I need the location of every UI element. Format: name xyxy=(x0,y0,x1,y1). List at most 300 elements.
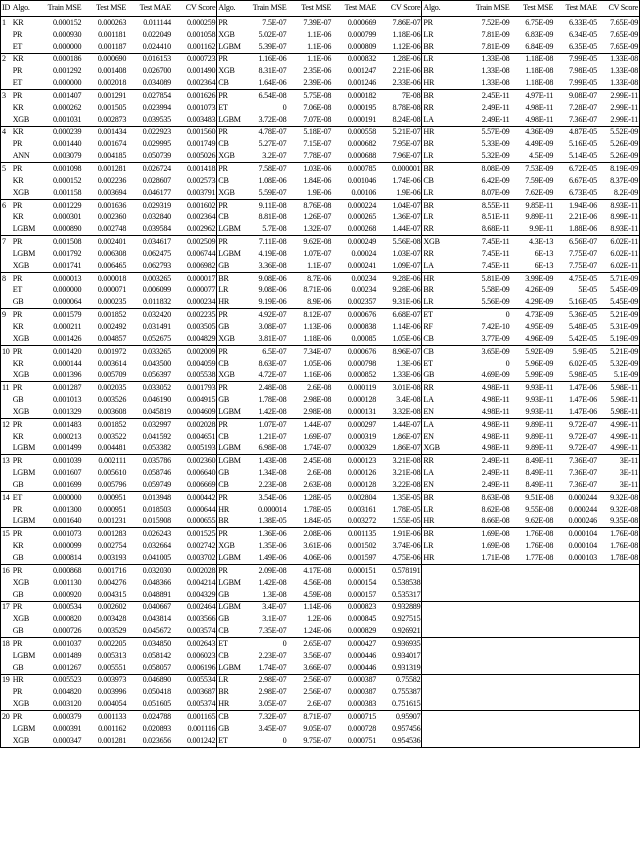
table-body xyxy=(1,1,640,748)
table-cell: PR xyxy=(217,382,246,394)
table-cell: GB xyxy=(12,589,41,601)
table-cell: GB xyxy=(217,321,246,333)
id-cell xyxy=(1,114,12,126)
table-cell: 0.001396 xyxy=(41,369,82,381)
table-row xyxy=(1,674,640,686)
table-row xyxy=(1,589,640,601)
table-row xyxy=(1,735,640,747)
table-cell: PR xyxy=(217,491,246,503)
table-cell: 6.67E-05 xyxy=(568,175,597,185)
table-cell: PR xyxy=(12,29,23,39)
table-cell: 1.1E-06 xyxy=(287,53,332,65)
table-cell: BR xyxy=(422,41,451,53)
table-cell: 7.06E-08 xyxy=(303,102,332,112)
table-cell: 0.000951 xyxy=(82,491,127,503)
table-cell: 0.005313 xyxy=(97,650,127,660)
table-cell: 0.00085 xyxy=(332,333,377,345)
table-cell: 0.046190 xyxy=(142,395,171,405)
table-cell: 0.035786 xyxy=(127,455,172,467)
id-cell: 3 xyxy=(1,90,12,102)
header-row xyxy=(1,1,640,17)
table-cell xyxy=(554,613,598,625)
table-cell: 7.96E-07 xyxy=(377,150,422,162)
table-cell: 0.535317 xyxy=(377,589,422,601)
table-cell: 0.050418 xyxy=(142,687,171,697)
table-cell: 5.42E-05 xyxy=(554,333,598,345)
table-cell: 0.000669 xyxy=(332,17,377,29)
table-cell: 6.02E-05 xyxy=(568,358,597,368)
table-cell: 0.022049 xyxy=(142,29,171,39)
id-cell xyxy=(1,686,12,698)
table-cell: 2.56E-07 xyxy=(303,687,332,697)
table-cell: 4.19E-08 xyxy=(258,248,287,258)
table-cell: 5.96E-09 xyxy=(525,358,554,368)
table-cell: 7.45E-11 xyxy=(451,260,510,272)
table-cell: 0.000446 xyxy=(332,662,377,674)
table-cell: RR xyxy=(422,102,451,114)
table-cell: 9.89E-11 xyxy=(525,212,554,222)
table-cell: LR xyxy=(422,150,451,162)
table-cell: 5.52E-09 xyxy=(598,126,640,138)
table-cell xyxy=(451,735,510,747)
table-cell xyxy=(510,601,554,613)
table-cell xyxy=(598,601,640,613)
table-cell: 0.006744 xyxy=(186,248,216,258)
id-cell xyxy=(1,358,12,370)
table-cell: 6.02E-11 xyxy=(598,236,640,248)
table-cell: 5.98E-05 xyxy=(554,369,598,381)
table-cell: 4.78E-07 xyxy=(246,126,287,138)
table-cell: XGB xyxy=(12,735,41,747)
table-cell: 0.000832 xyxy=(332,53,377,65)
id-cell xyxy=(1,443,12,455)
table-cell: PR xyxy=(12,272,41,284)
table-cell: ET xyxy=(12,77,41,89)
table-cell: 5.39E-07 xyxy=(246,41,287,53)
table-cell: 7.78E-07 xyxy=(287,150,332,162)
table-cell xyxy=(451,650,510,662)
table-cell: HR xyxy=(217,698,246,710)
table-cell: 9.28E-06 xyxy=(377,272,422,284)
table-cell: 9.55E-08 xyxy=(525,504,554,514)
table-cell: 5.26E-09 xyxy=(598,150,640,162)
table-cell: 0.000329 xyxy=(332,443,377,455)
table-cell: 8.99E-11 xyxy=(598,212,640,224)
table-cell: 2.6E-08 xyxy=(287,382,332,394)
table-cell: 8.49E-11 xyxy=(525,468,554,478)
table-row xyxy=(1,577,640,589)
table-cell: 1.84E-05 xyxy=(287,516,332,528)
table-cell: 1.28E-05 xyxy=(287,491,332,503)
table-row xyxy=(1,272,640,284)
id-cell xyxy=(1,285,12,297)
table-cell: 0.002028 xyxy=(172,564,217,576)
table-cell: 0.005538 xyxy=(172,369,217,381)
table-cell xyxy=(451,686,510,698)
table-cell: XGB xyxy=(422,236,451,248)
table-cell: 0.002205 xyxy=(82,638,127,650)
table-cell: 1.43E-08 xyxy=(246,455,287,467)
table-cell: 0.024788 xyxy=(127,711,172,723)
table-cell: 0.000152 xyxy=(41,17,82,29)
table-cell: 8.78E-08 xyxy=(392,102,421,112)
table-cell: 7.36E-07 xyxy=(568,468,597,478)
table-cell: 0.001440 xyxy=(52,139,82,149)
table-cell: 0.000676 xyxy=(332,309,377,321)
table-cell: 0.954536 xyxy=(377,735,422,747)
table-cell: 0.051605 xyxy=(127,698,172,710)
table-cell: ET xyxy=(217,735,246,747)
table-cell: 0.000126 xyxy=(347,468,377,478)
table-cell: BR xyxy=(422,65,451,77)
table-cell: 0.000427 xyxy=(332,638,377,650)
table-cell: 4.98E-11 xyxy=(451,418,510,430)
table-cell: 2.45E-08 xyxy=(287,455,332,467)
table-row xyxy=(1,711,640,723)
table-cell xyxy=(510,564,554,576)
table-cell: 5.9E-05 xyxy=(554,345,598,357)
table-cell: 0.004915 xyxy=(186,395,216,405)
table-cell: 9.28E-06 xyxy=(392,285,421,295)
table-cell: 0.006099 xyxy=(142,285,171,295)
table-cell: 6.84E-09 xyxy=(510,41,554,53)
table-cell xyxy=(422,613,451,625)
header-cv-score-2: CV Score xyxy=(377,1,422,17)
table-cell: LGBM xyxy=(217,577,246,589)
table-cell: 1.13E-06 xyxy=(303,321,332,331)
table-cell: 1.18E-06 xyxy=(287,333,332,345)
table-cell xyxy=(510,589,554,601)
table-cell: 3.74E-06 xyxy=(392,541,421,551)
id-cell xyxy=(1,77,12,89)
table-cell: 6.02E-11 xyxy=(598,248,640,260)
table-cell: 0.001098 xyxy=(41,163,82,175)
table-cell: EN xyxy=(422,431,451,443)
table-cell: 8.93E-11 xyxy=(598,223,640,235)
table-cell: 9.93E-11 xyxy=(525,395,554,405)
table-cell: CB xyxy=(217,175,246,187)
table-cell: 0.002573 xyxy=(186,175,216,185)
table-cell: ET xyxy=(12,491,41,503)
table-row xyxy=(1,467,640,479)
table-cell: 8.49E-11 xyxy=(510,479,554,491)
table-cell: 0.005709 xyxy=(82,369,127,381)
table-cell: PR xyxy=(12,236,41,248)
table-cell: 5.48E-05 xyxy=(568,321,597,331)
id-cell: 12 xyxy=(1,418,12,430)
id-cell xyxy=(1,467,12,479)
table-cell: 7.53E-09 xyxy=(510,163,554,175)
table-cell: 1.36E-07 xyxy=(392,212,421,222)
table-cell: 6E-13 xyxy=(534,248,554,258)
table-cell: 0.033052 xyxy=(127,382,172,394)
table-cell: 0.001162 xyxy=(172,41,217,53)
table-cell: 8.71E-06 xyxy=(303,285,332,295)
table-cell: 0.004651 xyxy=(186,431,216,441)
table-cell: 8.51E-11 xyxy=(481,212,510,222)
header-test-mae-1: Test MAE xyxy=(127,1,172,17)
table-cell: HR xyxy=(217,504,246,516)
id-cell xyxy=(1,248,12,260)
table-cell: 0.001602 xyxy=(172,199,217,211)
table-cell: 0.004214 xyxy=(186,577,216,587)
table-cell: 7.15E-07 xyxy=(303,139,332,149)
table-cell: XGB xyxy=(12,333,41,345)
table-cell: 0.000644 xyxy=(186,504,216,514)
table-cell: 0.000017 xyxy=(172,272,217,284)
table-row xyxy=(1,358,640,370)
table-cell: LGBM xyxy=(12,443,41,455)
table-cell: 1.08E-06 xyxy=(258,175,287,185)
table-cell: 0.001291 xyxy=(82,90,127,102)
table-cell: 9.62E-08 xyxy=(287,236,332,248)
table-cell: 0.000103 xyxy=(554,552,598,564)
table-cell: 0.001037 xyxy=(41,638,82,650)
table-cell: 3.81E-07 xyxy=(246,333,287,345)
table-cell: 0.00234 xyxy=(332,272,377,284)
table-cell: PR xyxy=(217,418,246,430)
table-cell: 0.000000 xyxy=(41,77,82,89)
table-cell: 0.020893 xyxy=(142,723,171,733)
id-cell xyxy=(1,65,12,77)
table-cell: 0.000301 xyxy=(52,212,82,222)
table-cell: PR xyxy=(12,504,23,514)
table-cell: 1.24E-06 xyxy=(287,625,332,637)
table-cell xyxy=(554,577,598,589)
table-cell: HR xyxy=(217,296,246,308)
table-cell: 0.032664 xyxy=(142,541,171,551)
table-cell: 4.06E-06 xyxy=(287,552,332,564)
table-cell: 4.98E-11 xyxy=(525,102,554,112)
table-cell: 9.62E-08 xyxy=(510,516,554,528)
table-cell: HR xyxy=(422,516,451,528)
table-cell: GB xyxy=(422,369,451,381)
table-cell: 9.32E-08 xyxy=(598,504,640,516)
table-cell xyxy=(510,674,554,686)
table-cell xyxy=(510,686,554,698)
table-cell: 0.00234 xyxy=(351,285,377,295)
table-cell: 8.62E-08 xyxy=(481,504,510,514)
table-cell xyxy=(422,638,451,650)
table-cell: 0.001852 xyxy=(82,418,127,430)
table-cell: 8.31E-07 xyxy=(258,66,287,76)
table-row xyxy=(1,138,640,150)
table-cell: 0.002804 xyxy=(332,491,377,503)
table-cell: 0.000246 xyxy=(554,516,598,528)
table-cell: 0.000297 xyxy=(332,418,377,430)
id-cell xyxy=(1,175,12,187)
table-cell: 1.32E-07 xyxy=(287,223,332,235)
table-cell: 5.27E-07 xyxy=(258,139,287,149)
table-cell: CB xyxy=(422,175,451,187)
table-cell: 0.001749 xyxy=(186,139,216,149)
table-cell: 6.42E-09 xyxy=(481,175,510,185)
table-cell: PR xyxy=(422,17,451,29)
table-cell: PR xyxy=(217,126,246,138)
table-cell: PR xyxy=(12,163,41,175)
table-cell: LGBM xyxy=(12,223,41,235)
table-cell: 4.99E-11 xyxy=(598,443,640,455)
table-cell: 0.001489 xyxy=(52,650,82,660)
table-cell: 3.56E-07 xyxy=(303,650,332,660)
table-cell: 6.54E-08 xyxy=(246,90,287,102)
table-row xyxy=(1,504,640,516)
id-cell xyxy=(1,589,12,601)
table-cell: 3.08E-07 xyxy=(258,321,287,331)
table-cell: 0.006465 xyxy=(82,260,127,272)
table-cell: 0.002873 xyxy=(82,114,127,126)
table-cell: 0.002602 xyxy=(82,601,127,613)
table-row xyxy=(1,455,640,467)
table-cell: 0.004829 xyxy=(172,333,217,345)
table-cell: 9.32E-08 xyxy=(598,491,640,503)
table-cell: 0.000249 xyxy=(332,236,377,248)
table-cell: 0.029319 xyxy=(127,199,172,211)
table-cell: 1.78E-08 xyxy=(258,395,287,405)
table-cell: 4.99E-11 xyxy=(598,418,640,430)
table-cell: 8.66E-08 xyxy=(451,516,510,528)
table-cell: LR xyxy=(422,540,451,552)
table-row xyxy=(1,90,640,102)
table-cell: LA xyxy=(422,418,451,430)
table-cell: 6.83E-09 xyxy=(525,29,554,39)
table-row xyxy=(1,369,640,381)
table-cell: 0.043814 xyxy=(142,614,171,624)
table-cell: 0.029995 xyxy=(142,139,171,149)
table-cell: 0.001283 xyxy=(82,528,127,540)
table-cell: LGBM xyxy=(12,516,41,528)
table-cell: 0.001508 xyxy=(41,236,82,248)
table-cell: 1.35E-05 xyxy=(377,491,422,503)
table-cell: 0.031491 xyxy=(142,321,171,331)
table-cell: 1.44E-07 xyxy=(377,418,422,430)
table-cell: 1.3E-06 xyxy=(396,358,421,368)
table-cell: 0.011832 xyxy=(127,296,172,308)
id-cell xyxy=(1,698,12,710)
table-cell: 5E-05 xyxy=(578,285,597,295)
table-cell: 0.027854 xyxy=(127,90,172,102)
table-cell: HR xyxy=(422,126,451,138)
table-cell: 3.61E-06 xyxy=(303,541,332,551)
table-cell: KR xyxy=(12,541,24,551)
table-cell: 1.76E-08 xyxy=(510,528,554,540)
table-cell xyxy=(554,662,598,674)
table-cell: 1.1E-06 xyxy=(287,41,332,53)
table-row xyxy=(1,479,640,491)
table-cell: 0.003079 xyxy=(41,150,82,162)
table-cell: 0.001246 xyxy=(332,77,377,89)
table-cell: 8.71E-07 xyxy=(287,711,332,723)
table-cell: 0.001247 xyxy=(347,66,377,76)
table-cell: 7.62E-09 xyxy=(510,187,554,199)
table-cell: 0.002962 xyxy=(172,223,217,235)
table-cell: 0.032840 xyxy=(142,212,171,222)
table-cell xyxy=(598,662,640,674)
table-cell xyxy=(451,589,510,601)
table-cell: 0.000319 xyxy=(347,431,377,441)
table-cell: 0.001281 xyxy=(82,163,127,175)
table-cell: 4.17E-08 xyxy=(287,564,332,576)
table-cell xyxy=(422,735,451,747)
table-cell: 1.09E-07 xyxy=(377,260,422,272)
table-cell: 8.55E-11 xyxy=(451,199,510,211)
table-cell: 2.99E-11 xyxy=(598,90,640,102)
table-cell: PR xyxy=(217,236,246,248)
table-cell: 0.003702 xyxy=(172,552,217,564)
table-row xyxy=(1,65,640,77)
table-cell: 0.000890 xyxy=(41,223,82,235)
table-cell: 1.34E-08 xyxy=(258,468,287,478)
table-cell: 0.000688 xyxy=(332,150,377,162)
table-cell: 0.000728 xyxy=(347,723,377,733)
table-cell: 4.96E-09 xyxy=(510,333,554,345)
id-cell xyxy=(1,333,12,345)
table-cell: 0.033265 xyxy=(127,345,172,357)
table-cell: PR xyxy=(217,17,246,29)
table-cell: 1.71E-08 xyxy=(451,552,510,564)
table-cell: 3.72E-08 xyxy=(246,114,287,126)
table-cell: 6.5E-07 xyxy=(246,345,287,357)
table-cell: 8.08E-09 xyxy=(451,163,510,175)
id-cell xyxy=(1,41,12,53)
table-cell: 0.018503 xyxy=(142,504,171,514)
table-cell: LR xyxy=(422,212,451,224)
table-cell: 0.000823 xyxy=(332,601,377,613)
table-cell: 7.45E-11 xyxy=(481,248,510,258)
table-cell xyxy=(554,711,598,723)
table-row xyxy=(1,260,640,272)
table-cell: 4.75E-06 xyxy=(377,552,422,564)
table-row xyxy=(1,528,640,540)
table-cell: 0.001162 xyxy=(98,723,127,733)
table-cell: LGBM xyxy=(217,248,246,260)
table-cell: 4.59E-08 xyxy=(287,589,332,601)
table-cell: 0.048891 xyxy=(127,589,172,601)
table-cell: 1.2E-06 xyxy=(307,614,332,624)
table-cell: 1.77E-08 xyxy=(510,552,554,564)
table-cell: KR xyxy=(12,175,24,185)
id-cell xyxy=(1,625,12,637)
table-cell: KR xyxy=(12,321,24,331)
table-cell: 9.72E-07 xyxy=(554,443,598,455)
header-train-mse-1: Train MSE xyxy=(41,1,82,17)
table-cell: 0.006308 xyxy=(97,248,127,258)
table-cell: LA xyxy=(422,114,451,126)
table-cell: 0.002235 xyxy=(172,309,217,321)
table-cell: 7.11E-08 xyxy=(246,236,287,248)
table-cell: 1.86E-07 xyxy=(392,431,421,441)
table-cell xyxy=(598,698,640,710)
table-cell: CB xyxy=(422,345,451,357)
table-cell: 0.043500 xyxy=(142,358,171,368)
table-cell: 5.75E-08 xyxy=(287,90,332,102)
table-cell: 0.003526 xyxy=(97,395,127,405)
table-cell: PR xyxy=(12,66,23,76)
table-cell: 0.000119 xyxy=(332,382,377,394)
table-cell: XGB xyxy=(12,614,30,624)
table-cell: 6.72E-05 xyxy=(554,163,598,175)
table-cell: 0.001130 xyxy=(53,577,82,587)
table-cell: LR xyxy=(217,285,246,297)
table-cell: 0.034617 xyxy=(127,236,172,248)
table-cell: 0.001031 xyxy=(41,114,82,126)
table-cell: 8.12E-07 xyxy=(287,309,332,321)
table-cell: BR xyxy=(422,163,451,175)
table-row xyxy=(1,17,640,29)
table-cell: 0.000151 xyxy=(332,564,377,576)
table-cell: 0.016153 xyxy=(127,53,172,65)
table-cell: HR xyxy=(12,674,41,686)
